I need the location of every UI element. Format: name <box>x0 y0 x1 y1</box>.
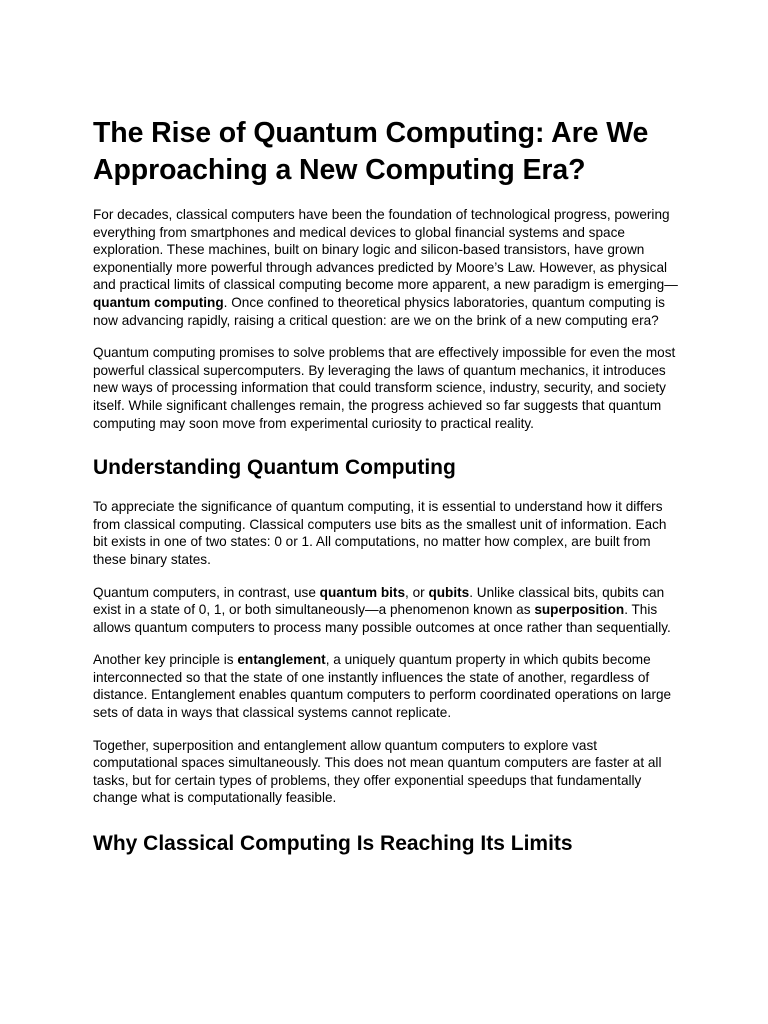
s1p3-text-2: , a uniquely quantum property in which qubits become interconnected so that the state of one instantly influences the state of another, regardless of distance. Entanglement enables quantum computers to perform coordinated operations on large sets of data in ways that classical systems cannot replicate. <box>93 652 672 721</box>
section1-paragraph-2 <box>93 584 683 637</box>
s1p2-text-2: , or <box>405 584 429 600</box>
section1-paragraph-3 <box>93 651 683 721</box>
s1p2-bold-superposition: superposition <box>534 602 625 618</box>
s1p2-text-1: Quantum computers, in contrast, use <box>93 584 320 600</box>
s1p2-text-4: . This allows quantum computers to process many possible outcomes at once rather than sequentially. <box>93 602 671 635</box>
s1p2-bold-quantum-bits: quantum bits <box>319 584 406 600</box>
intro-p1-text-before: For decades, classical computers have been the foundation of technological progress, powering everything from smartphones and medical devices to global financial systems and space exploration. These machines, built on binary logic and silicon-based transistors, have grown exponentially more powerful through advances predicted by Moore’s Law. However, as physical and practical limits of classical computing become more apparent, a new paradigm is emerging— <box>93 207 678 293</box>
document-title: The Rise of Quantum Computing: Are We Approaching a New Computing Era? <box>93 117 649 186</box>
intro-paragraph-2: Quantum computing promises to solve problems that are effectively impossible for even the most powerful classical supercomputers. By leveraging the laws of quantum mechanics, it introduces new ways of processing information that could transform science, industry, security, and society itself. While significant challenges remain, the progress achieved so far suggests that quantum computing may soon move from experimental curiosity to practical reality. <box>93 345 676 431</box>
document-page <box>93 115 683 874</box>
section-heading-understanding: Understanding Quantum Computing <box>93 456 456 480</box>
s1p3-text-1: Another key principle is <box>93 652 238 668</box>
section-heading-limits: Why Classical Computing Is Reaching Its Limits <box>93 832 573 856</box>
section1-paragraph-4: Together, superposition and entanglement allow quantum computers to explore vast computational spaces simultaneously. This does not mean quantum computers are faster at all tasks, but for certain types of problems, they offer exponential speedups that fundamentally change what is computationally feasible. <box>93 737 662 806</box>
intro-paragraph-1 <box>93 206 683 329</box>
s1p2-text-3: . Unlike classical bits, qubits can exist in a state of 0, 1, or both simultaneously—a phenomenon known as <box>93 584 665 618</box>
intro-p1-text-after: . Once confined to theoretical physics laboratories, quantum computing is now advancing rapidly, raising a critical question: are we on the brink of a new computing era? <box>93 294 665 328</box>
section1-paragraph-1: To appreciate the significance of quantum computing, it is essential to understand how it differs from classical computing. Classical computers use bits as the smallest unit of information. Each bit exists in one of two states: 0 or 1. All computations, no matter how complex, are built from these binary states. <box>93 499 667 567</box>
intro-p1-bold-term: quantum computing <box>93 294 224 310</box>
s1p2-bold-qubits: qubits <box>428 584 470 600</box>
s1p3-bold-entanglement: entanglement <box>237 652 326 668</box>
